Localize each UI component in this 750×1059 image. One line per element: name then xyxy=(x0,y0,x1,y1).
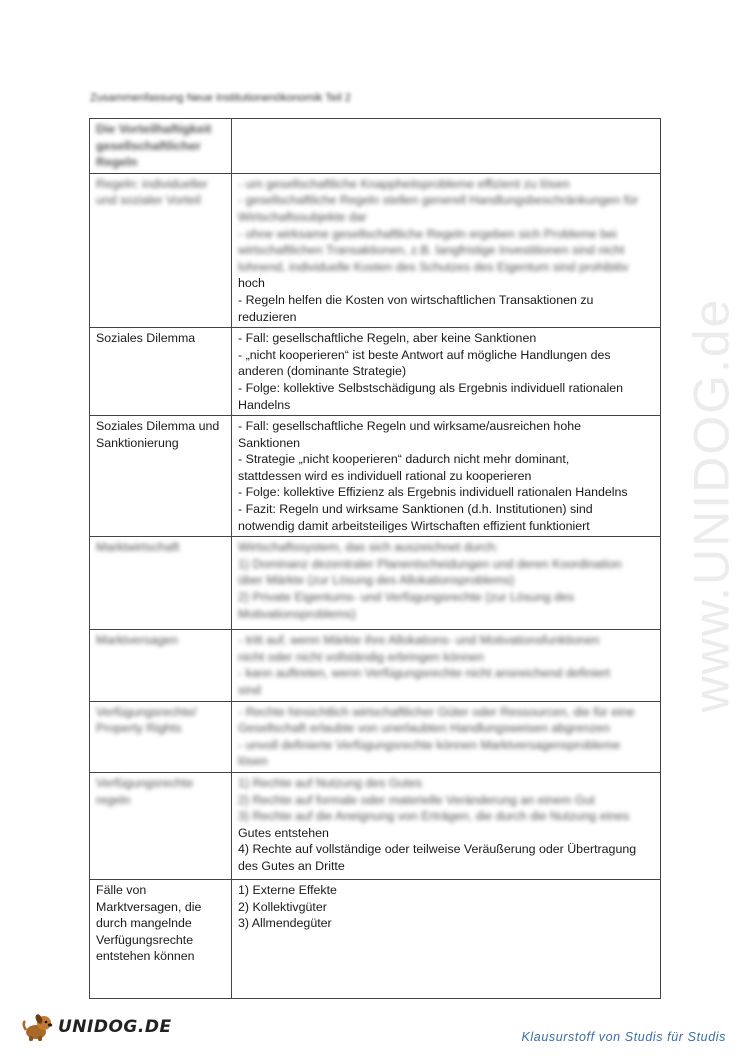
term-line: Marktwirtschaft xyxy=(96,540,180,555)
term-line: Marktversagen, die xyxy=(96,899,202,914)
term-line: regeln xyxy=(96,792,131,807)
summary-table xyxy=(89,118,661,999)
logo-text: UNIDOG.DE xyxy=(58,1017,172,1037)
term-line: Soziales Dilemma und xyxy=(96,419,220,434)
description-line: - „nicht kooperieren“ ist beste Antwort auf mögliche Handlungen des xyxy=(238,347,611,362)
description-line: - um gesellschaftliche Knappheitsprobleme effizient zu lösen xyxy=(238,176,570,191)
description-line: stattdessen wird es individuell rational zu kooperieren xyxy=(238,468,532,483)
term-line: gesellschaftlicher xyxy=(96,138,201,153)
unidog-logo[interactable] xyxy=(22,1012,172,1042)
term-line: Verfügungsrechte xyxy=(96,932,194,947)
description-line: lohnend, individuelle Kosten des Schutzes des Eigentum sind prohibitiv xyxy=(238,259,629,274)
term-line: Die Vorteilhaftigkeit xyxy=(96,122,212,136)
description-line: - Fazit: Regeln und wirksame Sanktionen (d.h. Institutionen) sind xyxy=(238,502,593,517)
description-line: - kann auftreten, wenn Verfügungsrechte nicht ansreichend definiert xyxy=(238,666,610,681)
description-line: Handelns xyxy=(238,397,291,412)
description-line: anderen (dominante Strategie) xyxy=(238,364,407,379)
description-line: 3) Allmendegüter xyxy=(238,916,332,931)
term-line: Verfügungsrechte/ xyxy=(96,704,197,719)
description-line: - Fall: gesellschaftliche Regeln und wirksame/ausreichen hohe xyxy=(238,419,581,434)
term-cell xyxy=(90,880,232,998)
description-line: - Folge: kollektive Selbstschädigung als Ergebnis individuell rationalen xyxy=(238,380,624,395)
description-line: 1) Dominanz dezentraler Planentscheidungen und deren Koordination xyxy=(238,556,622,571)
table-row xyxy=(90,328,661,416)
description-line: Sanktionen xyxy=(238,435,301,450)
description-line: reduzieren xyxy=(238,309,297,324)
term-line: Property Rights xyxy=(96,721,182,736)
description-line: - gesellschaftliche Regeln stellen generell Handlungsbeschränkungen für xyxy=(238,193,639,208)
description-line: - Regeln helfen die Kosten von wirtschaftlichen Transaktionen zu xyxy=(238,292,594,307)
description-line: 2) Private Eigentums- und Verfügungsrechte (zur Lösung des xyxy=(238,590,575,605)
term-cell xyxy=(90,119,232,173)
watermark xyxy=(676,280,746,730)
term-line: Regeln xyxy=(96,155,138,170)
table-row xyxy=(90,773,661,880)
table-row xyxy=(90,630,661,701)
table-row xyxy=(90,119,661,174)
description-cell xyxy=(232,630,661,700)
term-line: durch mangelnde xyxy=(96,916,192,931)
table-row xyxy=(90,537,661,630)
description-line: 3) Rechte auf die Aneignung von Erträgen, die durch die Nutzung eines xyxy=(238,809,630,824)
term-line: Regeln: individueller xyxy=(96,176,208,191)
description-line: Gutes entstehen xyxy=(238,825,329,840)
description-line: Wirtschaftssystem, das sich auszeichnet durch: xyxy=(238,540,499,555)
description-line: 4) Rechte auf vollständige oder teilweise Veräußerung oder Übertragung xyxy=(238,842,637,857)
term-cell xyxy=(90,416,232,536)
term-line: Sanktionierung xyxy=(96,435,179,450)
term-line: entstehen können xyxy=(96,949,195,964)
footer-tagline: Klausurstoff von Studis für Studis xyxy=(521,1030,726,1044)
document-title: Zusammenfassung Neue Institutionenökonomik Teil 2 xyxy=(90,92,351,104)
description-line: 1) Rechte auf Nutzung des Gutes xyxy=(238,776,422,790)
dog-mascot-icon xyxy=(22,1012,56,1042)
description-line: - tritt auf, wenn Märkte ihre Allokations- und Motivationsfunktionen xyxy=(238,633,600,648)
table-row xyxy=(90,174,661,328)
description-line: wirtschaftlichen Transaktionen, z.B. langfristige Investitionen sind nicht xyxy=(238,243,625,258)
description-cell xyxy=(232,880,661,998)
description-line: Gesellschaft erlaubte von unerlaubten Handlungsweisen abgrenzen xyxy=(238,721,610,736)
term-cell xyxy=(90,773,232,879)
term-line: Soziales Dilemma xyxy=(96,331,196,346)
term-line: Fälle von xyxy=(96,883,147,897)
description-line: - Folge: kollektive Effizienz als Ergebnis individuell rationalen Handelns xyxy=(238,485,628,500)
term-cell xyxy=(90,702,232,772)
table-row xyxy=(90,702,661,773)
description-line: - Strategie „nicht kooperieren“ dadurch nicht mehr dominant, xyxy=(238,452,570,467)
description-cell xyxy=(232,537,661,629)
description-line: - Rechte hinsichtlich wirtschaftlicher Güter oder Ressourcen, die für eine xyxy=(238,704,635,719)
description-line: sind xyxy=(238,683,261,698)
description-line: des Gutes an Dritte xyxy=(238,858,345,873)
table-row xyxy=(90,880,661,999)
description-cell xyxy=(232,119,661,173)
term-cell xyxy=(90,630,232,700)
description-line: hoch xyxy=(238,276,265,291)
watermark-text: www.UNIDOG.de xyxy=(683,297,739,713)
description-line: über Märkte (zur Lösung des Allokationsproblems) xyxy=(238,573,515,588)
term-cell xyxy=(90,174,232,327)
description-cell xyxy=(232,416,661,536)
description-cell xyxy=(232,702,661,772)
description-line: 2) Kollektivgüter xyxy=(238,899,327,914)
description-line: 1) Externe Effekte xyxy=(238,883,337,897)
description-line: lösen xyxy=(238,754,268,769)
term-line: und sozialer Vorteil xyxy=(96,193,201,208)
term-line: Verfügungsrechte xyxy=(96,776,194,790)
description-line: nicht oder nicht vollständig erbringen können xyxy=(238,649,484,664)
description-line: Wirtschaftssubjekte dar xyxy=(238,209,367,224)
term-cell xyxy=(90,537,232,629)
term-line: Marktversagen xyxy=(96,633,178,648)
description-line: notwendig damit arbeitsteiliges Wirtschaften effizient funktioniert xyxy=(238,518,590,533)
description-line: 2) Rechte auf formale oder materielle Veränderung an einem Gut xyxy=(238,792,595,807)
table-row xyxy=(90,416,661,537)
term-cell xyxy=(90,328,232,415)
description-line: - Fall: gesellschaftliche Regeln, aber keine Sanktionen xyxy=(238,331,537,346)
description-line: Motivationsproblems) xyxy=(238,606,356,621)
description-cell xyxy=(232,328,661,415)
description-line: - unvoll definierte Verfügungsrechte können Marktversagensprobleme xyxy=(238,737,621,752)
description-line: - ohne wirksame gesellschaftliche Regeln ergeben sich Probleme bei xyxy=(238,226,617,241)
description-cell xyxy=(232,174,661,327)
description-cell xyxy=(232,773,661,879)
